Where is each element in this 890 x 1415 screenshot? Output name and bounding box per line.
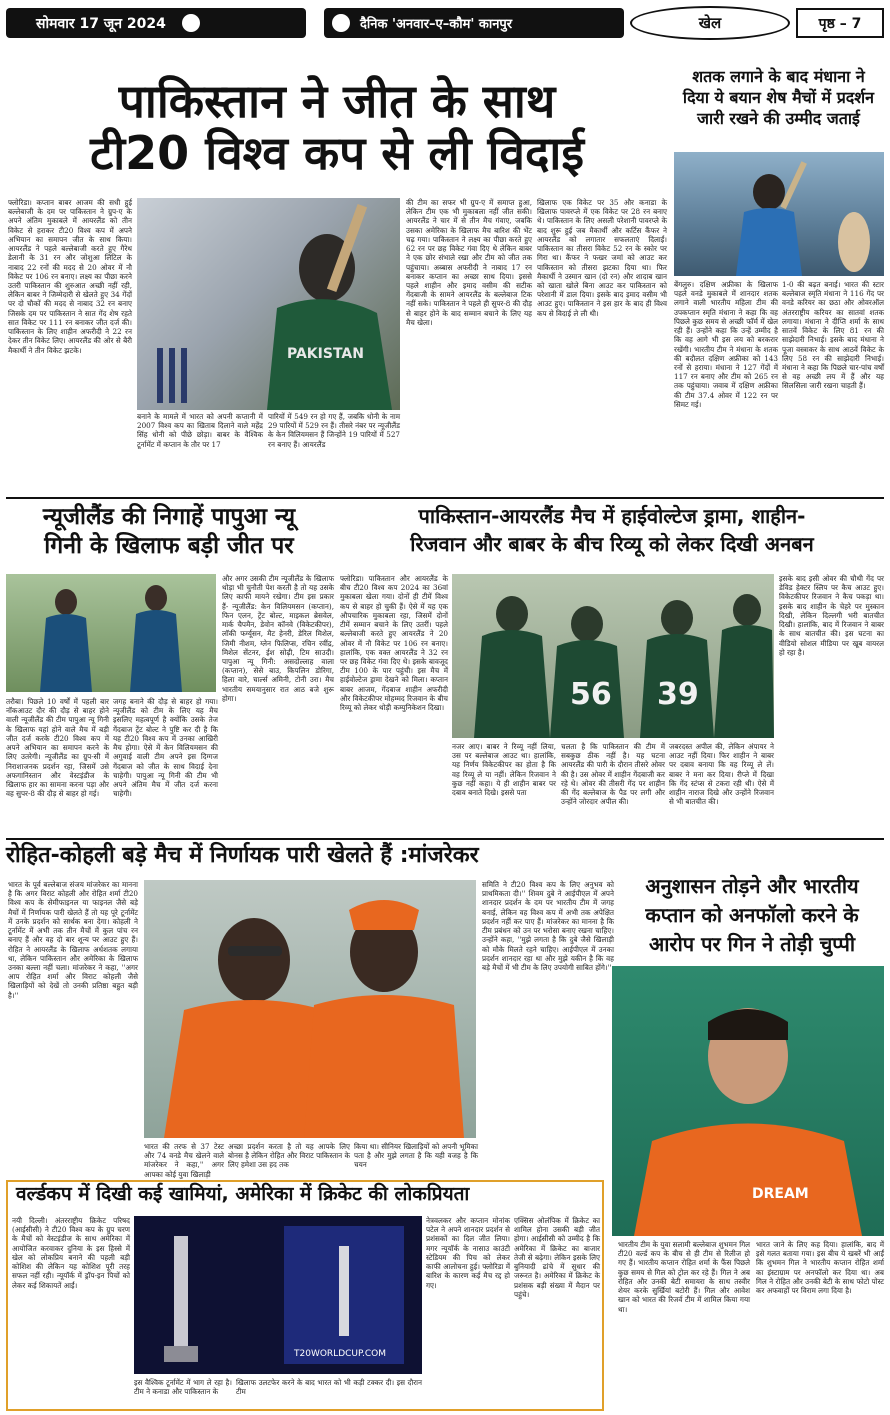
story4-col5: इसके बाद इसी ओवर की चौथी गेंद पर डेविड हेक्टर स्लिप पर कैच आउट हुए। विकेटकीपर रिजवान ने कैच पकड़ा था। इसके बाद शाहीन के चेहरे पर मुस्कान दिखी, लेकिन दिल्लगी भरी बातचीत दिखी। हालांकि, बाद में रिजवान ने बाबर के साथ बातचीत की। इस घटना का वीडियो सोशल मीडिया पर खूब वायरल हो रहा है। bbox=[779, 574, 884, 657]
story2-col1: बेंगलुरु। दक्षिण अफ्रीका के खिलाफ पहले वनडे मुकाबले में शानदार शतक लगाने वाली भारतीय महिला टीम की उपकप्तान स्मृति मंधाना ने कहा कि वह पिछले कुछ समय से अच्छी फॉर्म में खेल रही हैं। उन्होंने कहा कि उन्हें उम्मीद है कि वह आगे भी इस लय को बरकरार रखेंगी। भारतीय टीम ने मंधाना के शतक की बदौलत दक्षिण अफ्रीका को 143 रनों से हराया। मंधाना ने 127 गेंदों में 117 रन बनाए और टीम को 265 रन तक पहुंचाया। जवाब में दक्षिण अफ्रीका की टीम 37.4 ओवर में 122 रन पर सिमट गई। bbox=[674, 280, 778, 409]
divider bbox=[6, 497, 884, 499]
story1-col5: खिलाफ एक विकेट पर 35 और कनाडा के खिलाफ पावरप्ले में एक विकेट पर 28 रन बनाए थे। पाकिस्तान के लिए असली परेशानी पावरप्ले के बाद शुरू हुई जब मैकार्थी और कर्टिस कैंफर ने आयरलैंड को लगातार सफलताएं दिलाईं। पाकिस्तान का तीसरा विकेट 52 रन के स्कोर पर गिरा था। कैंफर ने फखर जमां को आउट कर पाकिस्तान को तीसरा झटका दिया था। फिर मैकार्थी ने उस्मान खान (दो रन) और शादाब खान को खाता खोले बिना आउट कर पाकिस्तान को परेशानी में डाल दिया। इसके बाद इमाद वसीम भी आउट हुए। पाकिस्तान ने इस हार के बाद ही विश्व कप से विदाई ले ली थी। bbox=[537, 198, 667, 318]
story7-col2: इस वैश्विक टूर्नामेंट में भाग ले रहा है। टीम ने कनाडा और पाकिस्तान के bbox=[134, 1378, 232, 1397]
story5-headline: रोहित-कोहली बड़े मैच में निर्णायक पारी खेलते हैं :मांजरेकर bbox=[6, 843, 479, 868]
story5-col2: भारत की तरफ से 37 टेस्ट और 74 वनडे मैच खेलने वाले मांजरेकर ने कहा,'' अगर आपका कोई युवा खिलाड़ी bbox=[144, 1142, 224, 1179]
story4-col3: चलता है कि पाकिस्तान की टीम में सबकुछ ठीक नहीं है। यह घटना आयरलैंड की पारी के दौरान तीसरे ओवर की है। उस ओवर में शाहीन गेंदबाजी कर रहे थे। ओवर की तीसरी गेंद पर शाहीन की गेंद बल्लेबाज के पैड पर लगी और उन्होंने जोरदार अपील की। bbox=[561, 742, 665, 807]
story7-col5: एक्सिस ओलंपिक में क्रिकेट का शामिल होना उसकी बड़ी जीत होगा। आईसीसी को उम्मीद है कि अमेरिका में क्रिकेट का बाजार तेजी से बढ़ेगा। लेकिन इसके लिए बुनियादी ढांचे में सुधार की जरूरत है। अमेरिका में क्रिकेट के प्रशंसक बड़ी संख्या में मैदान पर पहुंचे। bbox=[514, 1216, 600, 1299]
celebrating-player-figure bbox=[674, 152, 884, 276]
story5-col5: समिति ने टी20 विश्व कप के लिए अनुभव को प्राथमिकता दी।'' शिवम दुबे ने आईपीएल में अपने शानदार प्रदर्शन के दम पर भारतीय टीम में जगह बनाई, लेकिन वह विश्व कप में अभी तक अपेक्षित प्रदर्शन नहीं कर पाए हैं। मांजरेकर का मानना है कि टीम प्रबंधन को उन पर भरोसा बनाए रखना चाहिए। उन्होंने कहा, ''मुझे लगता है कि दुबे जैसे खिलाड़ी को मौके मिलते रहने चाहिए। आईपीएल में उनका प्रदर्शन शानदार रहा था और मुझे यकीन है कि वह बड़े मैचों में भी टीम के लिए उपयोगी साबित होंगे।'' bbox=[482, 880, 614, 972]
story7-col4: नेत्रवलकर और कप्तान मोनांक पटेल ने अपने शानदार प्रदर्शन से प्रशंसकों का दिल जीत लिया। मगर न्यूयॉर्क के नासाउ काउंटी स्टेडियम की पिच को लेकर काफी आलोचना हुई। फ्लोरिडा में बारिश के कारण कई मैच रद्द हो गए। bbox=[426, 1216, 510, 1290]
paper-name: दैनिक 'अनवार–ए–कौम' कानपुर bbox=[360, 17, 513, 32]
story7-headline: वर्ल्डकप में दिखी कई खामियां, अमेरिका में क्रिकेट की लोकप्रियता bbox=[16, 1183, 470, 1205]
trophy-figure bbox=[134, 1216, 422, 1374]
story1-col3: पारियों में 549 रन हो गए हैं, जबकि धोनी के नाम 29 पारियों में 529 रन हैं। तीसरे नंबर पर न्यूजीलैंड के केन विलियमसन हैं जिन्होंने 19 पारियों में 527 रन बनाए हैं। आयरलैंड bbox=[268, 412, 400, 449]
story5-col4: किया था। सीनियर खिलाड़ियों को अपनी भूमिका पता है और मुझे लगता है कि यही वजह है कि चयन bbox=[354, 1142, 478, 1170]
story1-col4: की टीम का सफर भी ग्रुप-ए में समाप्त हुआ, लेकिन टीम एक भी मुकाबला नहीं जीत सकी। आयरलैंड ने चार में से तीन मैच गंवाए, जबकि उसका अमेरिका के खिलाफ मैच बारिश की भेंट चढ़ गया। पाकिस्तान ने लक्ष्य का पीछा करते हुए 62 रन पर छह विकेट गंवा दिए थे लेकिन बाबर ने एक छोर संभाले रखा और टीम को जीत तक पहुंचाया। अब्बास अफरीदी ने नाबाद 17 रन बनाकर कप्तान का अच्छा साथ दिया। इससे पहले शाहीन और इमाद वसीम की सटीक गेंदबाजी के सामने आयरलैंड के बल्लेबाज टिक नहीं सके। पाकिस्तान ने पहले ही सुपर-8 की दौड़ से बाहर होने के बाद सम्मान बचाने के लिए यह मैच खेला। bbox=[406, 198, 532, 327]
svg-text:PAKISTAN: PAKISTAN bbox=[287, 346, 364, 362]
story7-col3: खिलाफ उलटफेर करने के बाद भारत को भी कड़ी टक्कर दी। इस दौरान टीम bbox=[236, 1378, 422, 1397]
story6-col1: भारतीय टीम के युवा सलामी बल्लेबाज शुभमन गिल टी20 वर्ल्ड कप के बीच से ही टीम से रिलीज हो गए हैं। भारतीय कप्तान रोहित शर्मा के फैंस पिछले कुछ समय से गिल को ट्रोल कर रहे हैं। गिल ने अब रोहित और उनकी बेटी समायरा के साथ तस्वीर शेयर करके सुर्खियां बटोरी हैं। गिल और आवेश खान को भारत की रिजर्व टीम में शामिल किया गया था। bbox=[618, 1240, 750, 1314]
page-number: पृष्ठ – 7 bbox=[796, 8, 884, 38]
newzealand-photo bbox=[6, 574, 216, 692]
trophy-photo bbox=[134, 1216, 422, 1374]
two-players-figure bbox=[144, 880, 476, 1138]
story5-col3: अच्छा प्रदर्शन करता है तो यह आपके लिए बोनस है लेकिन रोहित और विराट पाकिस्तान के लिए हमेशा उस हद तक bbox=[228, 1142, 350, 1170]
gill-photo bbox=[612, 966, 884, 1236]
portrait-figure bbox=[612, 966, 884, 1236]
cricket-ball-icon bbox=[182, 14, 200, 32]
divider bbox=[6, 838, 884, 840]
story4-col4: जबरदस्त अपील की, लेकिन अंपायर ने आउट नहीं दिया। फिर शाहीन ने बाबर पर दबाव बनाया कि वह रिव्यू ले लें। बाबर ने मना कर दिया। रीप्ले में दिखा कि गेंद स्टंप्स से टकरा रही थी। ऐसे में शाहीन नाराज दिखे और उन्होंने रिजवान से भी बातचीत की। bbox=[669, 742, 774, 807]
mandhana-photo bbox=[674, 152, 884, 276]
story4-headline: पाकिस्तान-आयरलैंड मैच में हाईवोल्टेज ड्रामा, शाहीन- रिजवान और बाबर के बीच रिव्यू को लेकर दिखी अनबन bbox=[410, 504, 814, 556]
story2-col2: 1-0 की बढ़त बनाई। भारत की स्टार बल्लेबाज स्मृति मंधाना ने 116 गेंद पर वनडे करियर का छठा और ओवरऑल अंतरराष्ट्रीय करियर का सातवां शतक लगाया। मंधाना ने दीप्ति शर्मा के साथ सातवें विकेट के लिए 81 रन की साझेदारी निभाई। इसके बाद मंधाना ने पूजा वस्त्राकर के साथ आठवें विकेट के लिए 58 रन की साझेदारी निभाई। मंधाना ने कहा कि पिछले चार-पांच वर्षों से वह अच्छी लय में हैं और यह सिलसिला जारी रखना चाहती हैं। bbox=[782, 280, 884, 391]
svg-text:39: 39 bbox=[657, 677, 699, 712]
svg-text:56: 56 bbox=[570, 677, 612, 712]
story1-headline: पाकिस्तान ने जीत के साथ टी20 विश्व कप से ली विदाई bbox=[90, 74, 584, 180]
story4-col1: फ्लोरिडा। पाकिस्तान और आयरलैंड के बीच टी20 विश्व कप 2024 का 36वां मुकाबला खेला गया। दोनों ही टीमें विश्व कप से बाहर हो चुकी हैं। ऐसे में यह एक औपचारिक मुकाबला रहा, जिसमें दोनों टीमें सम्मान बचाने के लिए उतरीं। पहले बल्लेबाजी करते हुए आयरलैंड ने 20 ओवर में नौ विकेट पर 106 रन बनाए। हालांकि, एक वक्त आयरलैंड ने 32 रन पर छह विकेट गंवा दिए थे। इसके बावजूद टीम 100 के पार पहुंची। इस मैच में हाईवोल्टेज ड्रामा देखने को मिला। कप्तान बाबर आजम, गेंदबाज शाहीन अफरीदी और विकेटकीपर मोहम्मद रिजवान के बीच रिव्यू को लेकर थोड़ी कम्युनिकेशन दिखा। bbox=[340, 574, 448, 713]
svg-text:T20WORLDCUP.COM: T20WORLDCUP.COM bbox=[294, 1349, 387, 1359]
story7-box bbox=[6, 1180, 604, 1411]
story1-col2: बनाने के मामले में भारत को अपनी कप्तानी में 2007 विश्व कप का खिताब दिलाने वाले महेंद्र सिंह धोनी को पीछे छोड़ा। बाबर के वैश्विक टूर्नामेंट में कप्तान के तौर पर 17 bbox=[137, 412, 263, 449]
cricket-ball-icon bbox=[332, 14, 350, 32]
pakistan-huddle-photo bbox=[452, 574, 774, 738]
masthead bbox=[6, 6, 884, 40]
story6-headline: अनुशासन तोड़ने और भारतीय कप्तान को अनफॉलो करने के आरोप पर गिन ने तोड़ी चुप्पी bbox=[645, 874, 859, 956]
paper-banner bbox=[324, 8, 624, 38]
babar-photo bbox=[137, 198, 400, 410]
section-label: खेल bbox=[630, 6, 790, 40]
story3-headline: न्यूजीलैंड की निगाहें पापुआ न्यू गिनी के खिलाफ बड़ी जीत पर bbox=[42, 504, 296, 560]
story3-col2: जगह बनाने की दौड़ से बाहर हो गया। न्यूजीलैंड को टीम के लिए यह मैच इसलिए महत्वपूर्ण है क्योंकि उसके तेज गेंदबाज ट्रेंट बोल्ट ने पुष्टि कर दी है कि यह टी20 विश्व कप में उनका आखिरी मैच होगा। ऐसे में केन विलियमसन की अगुवाई वाली टीम अपने इस दिग्गज गेंदबाज को जीत के साथ विदाई देना चाहेगी। पापुआ न्यू गिनी की टीम भी अपने अंतिम मैच में जीत दर्ज करना चाहेगी। bbox=[113, 697, 218, 799]
story5-col1: भारत के पूर्व बल्लेबाज संजय मांजरेकर का मानना है कि अगर विराट कोहली और रोहित शर्मा टी20 विश्व कप के सेमीफाइनल या फाइनल जैसे बड़े मैचों में निर्णायक पारी खेलते हैं तो यह पूरे टूर्नामेंट में उनके प्रदर्शन को सार्थक बना देगा। कोहली ने टूर्नामेंट में अभी तक तीन मैचों में कुल पांच रन बनाए हैं और वह दो बार शून्य पर आउट हुए हैं। रोहित ने आयरलैंड के खिलाफ अर्धशतक लगाया था, लेकिन पाकिस्तान और अमेरिका के खिलाफ उनका बल्ला नहीं चला। मांजरेकर ने कहा, ''अगर आप रोहित शर्मा और विराट कोहली जैसे खिलाड़ियों को देखें तो उनकी प्रतिष्ठा बहुत बड़ी है।'' bbox=[8, 880, 138, 1000]
rohit-kohli-photo bbox=[144, 880, 476, 1138]
players-huddle-figure bbox=[452, 574, 774, 738]
svg-text:DREAM: DREAM bbox=[752, 1186, 809, 1202]
story6-col2: भारत जाने के लिए कह दिया। हालांकि, बाद में इसे गलत बताया गया। इस बीच ये खबरें भी आईं कि शुभमन गिल ने भारतीय कप्तान रोहित शर्मा का इंस्टाग्राम पर अनफॉलो कर दिया था। अब गिल ने रोहित और उनकी बेटी के साथ फोटो पोस्ट कर अफवाहों पर विराम लगा दिया है। bbox=[756, 1240, 884, 1296]
story3-col1: तरौबा। पिछले 10 वर्षों में पहली बार नॉकआउट दौर की दौड़ से बाहर होने वाली न्यूजीलैंड की टीम पापुआ न्यू गिनी के खिलाफ यहां होने वाले मैच में बड़ी जीत दर्ज करके टी20 विश्व कप में अपने अभियान का समापन करने के लिए उतरेगी। न्यूजीलैंड का ग्रुप-सी में निराशाजनक प्रदर्शन रहा, जिसमें उसे अफगानिस्तान और वेस्टइंडीज के खिलाफ हार का सामना करना पड़ा और वह सुपर-8 की दौड़ से बाहर हो गई। bbox=[6, 697, 109, 799]
batsman-figure bbox=[137, 198, 400, 410]
story4-col2: नजर आए। बाबर ने रिव्यू नहीं लिया, उस पर बल्लेबाज आउट था। हालांकि, यह निर्णय विकेटकीपर का होता है कि वह रिव्यू ले या नहीं। लेकिन रिजवान ने कुछ नहीं कहा। ये ही शाहीन बाबर पर दबाव बनाते दिखे। इससे पता bbox=[452, 742, 556, 798]
issue-date: सोमवार 17 जून 2024 bbox=[36, 15, 166, 32]
players-celebrating-figure bbox=[6, 574, 216, 692]
story7-col1: नयी दिल्ली। अंतरराष्ट्रीय क्रिकेट परिषद (आईसीसी) ने टी20 विश्व कप के ग्रुप चरण के मैचों को वेस्टइंडीज के साथ अमेरिका में आयोजित करवाकर दुनिया के इस हिस्से में खेल को लोकप्रिय बनाने की पहली बड़ी कोशिश की लेकिन यह कोशिश पूरी तरह सफल नहीं रही। न्यूयॉर्क में ड्रॉप-इन पिचों को लेकर कई शिकायतें आईं। bbox=[12, 1216, 130, 1290]
story2-headline: शतक लगाने के बाद मंधाना ने दिया ये बयान शेष मैचों में प्रदर्शन जारी रखने की उम्मीद जताई bbox=[682, 67, 875, 129]
story1-col1: फ्लोरिडा। कप्तान बाबर आजम की सधी हुई बल्लेबाजी के दम पर पाकिस्तान ने ग्रुप-ए के अपने अंतिम मुकाबले में आयरलैंड को तीन विकेट से हराकर टी20 विश्व कप में अपने अभियान का समापन जीत के साथ किया। आयरलैंड ने पहले बल्लेबाजी करते हुए गैरेथ डेलानी के 31 रन और जोशुआ लिटिल के नाबाद 22 रनों की मदद से 20 ओवर में नौ विकेट पर 106 रन बनाए। लक्ष्य का पीछा करने उतरी पाकिस्तान की शुरुआत अच्छी नहीं रही, लेकिन बाबर ने जिम्मेदारी से खेलते हुए 34 गेंदों पर दो चौकों की मदद से नाबाद 32 रन बनाए जिसके दम पर पाकिस्तान ने सात गेंद शेष रहते सात विकेट पर 111 रन बनाकर जीत दर्ज की। पाकिस्तान के लिए शाहीन अफरीदी ने 22 रन देकर तीन विकेट लिए। आयरलैंड की ओर से बैरी मैकार्थी ने तीन विकेट झटके। bbox=[8, 198, 132, 355]
story3-col3: और अगर उसकी टीम न्यूजीलैंड के खिलाफ थोड़ा भी चुनौती पेश करती है तो यह उसके लिए काफी मायने रखेगा। टीम इस प्रकार हैं- न्यूजीलैंड: केन विलियमसन (कप्तान), फिन एलन, ट्रेंट बोल्ट, माइकल ब्रेसवेल, मार्क चैपमैन, डेवोन कॉनवे (विकेटकीपर), लॉकी फर्ग्यूसन, मैट हेनरी, डेरिल मिशेल, जिमी नीशम, ग्लेन फिलिप्स, रचिन रवींद्र, मिशेल सेंटनर, ईश सोढ़ी, टिम साउदी। पापुआ न्यू गिनी: असदोल्लाह वाला (कप्तान), सेसे बाउ, किपलिन डोरिगा, हिला वारे, चार्ल्स अमिनी, टोनी उरा। मैच भारतीय समयानुसार रात आठ बजे शुरू होगा। bbox=[222, 574, 334, 703]
date-banner bbox=[6, 8, 306, 38]
